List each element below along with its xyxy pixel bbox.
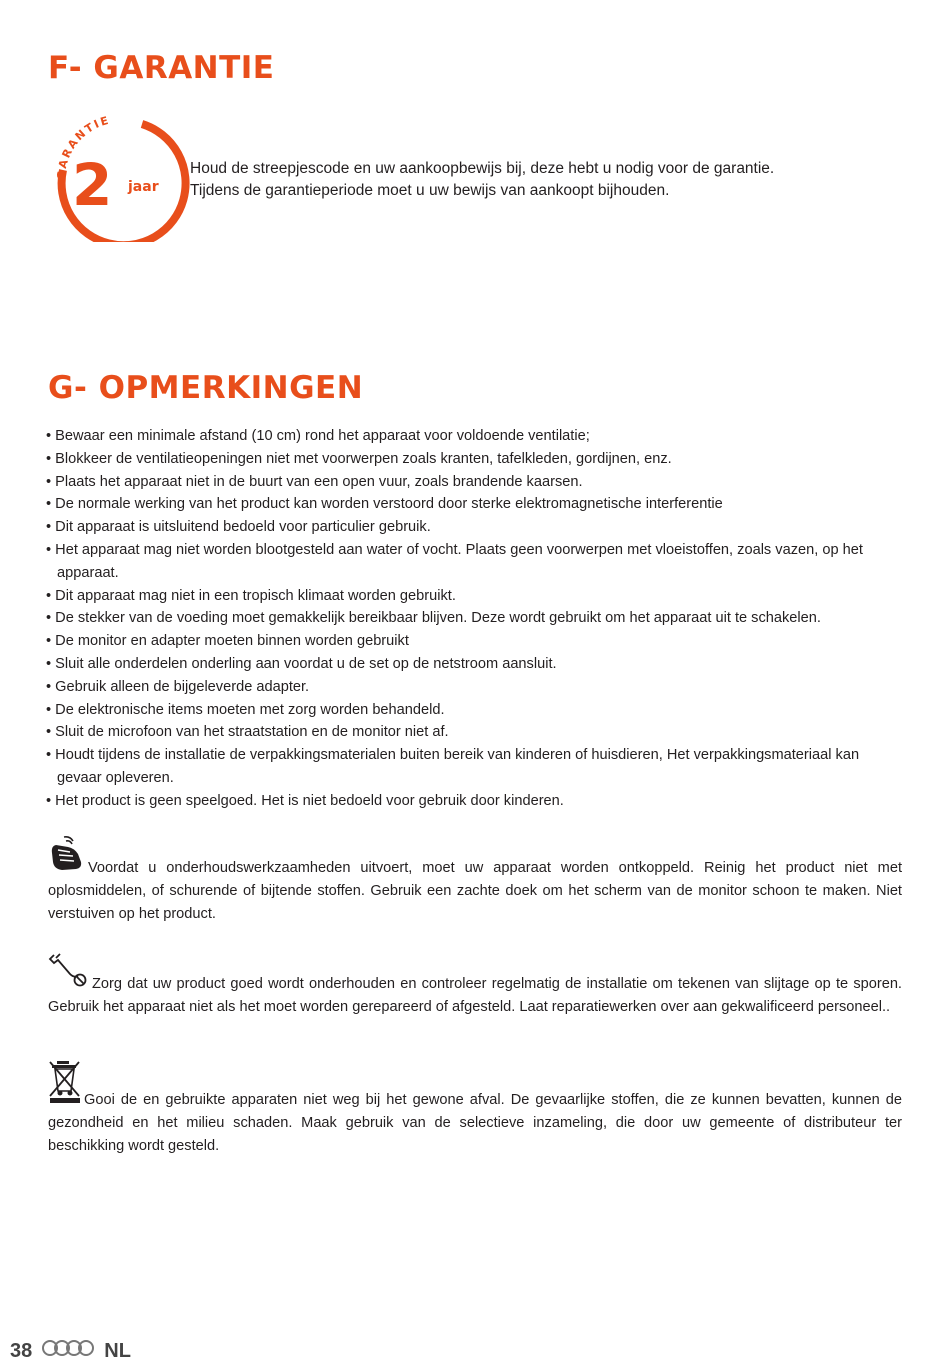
section-g-title: G- OPMERKINGEN bbox=[48, 370, 364, 406]
disposal-text: Gooi de en gebruikte apparaten niet weg bij het gewone afval. De gevaarlijke stoffen, die ze kunnen bevatten, kunnen de gezondheid en het milieu schaden. Maak gebruik van de selectieve inzameling, die door uw gemeente of distributeur ter beschikking wordt gesteld. bbox=[48, 1092, 902, 1154]
list-item: • Bewaar een minimale afstand (10 cm) rond het apparaat voor voldoende ventilatie; bbox=[46, 428, 590, 444]
list-item: • Sluit alle onderdelen onderling aan voordat u de set op de netstroom aansluit. bbox=[46, 655, 557, 672]
list-item: • Het product is geen speelgoed. Het is niet bedoeld voor gebruik door kinderen. bbox=[46, 792, 564, 809]
list-item: • Dit apparaat mag niet in een tropisch klimaat worden gebruikt. bbox=[46, 587, 456, 604]
list-item: • Gebruik alleen de bijgeleverde adapter. bbox=[46, 678, 310, 695]
maintenance-text: Zorg dat uw product goed wordt onderhouden en controleer regelmatig de installatie om tekenen van slijtage op te sporen. Gebruik het apparaat niet als het moet worden gerepareerd of afgesteld. Laat reparatiewerken over aan gekwalificeerd personeel.. bbox=[48, 976, 902, 1015]
wrench-tools-icon bbox=[48, 952, 90, 996]
warranty-seal-icon bbox=[50, 112, 190, 242]
list-item: • Plaats het apparaat niet in de buurt van een open vuur, zoals brandende kaarsen. bbox=[46, 473, 583, 490]
disposal-note bbox=[48, 1058, 902, 1157]
language-code: NL bbox=[104, 1339, 131, 1362]
list-item: • Het apparaat mag niet worden blootgesteld aan water of vocht. Plaats geen voorwerpen met vloeistoffen, zoals vazen, op het apparaat. bbox=[46, 541, 863, 581]
cleaning-note bbox=[48, 834, 902, 925]
list-item: • De normale werking van het product kan worden verstoord door sterke elektromagnetische interferentie bbox=[46, 496, 723, 513]
crossed-bin-icon bbox=[48, 1058, 82, 1112]
page-number: 38 bbox=[10, 1339, 33, 1362]
list-item: • De elektronische items moeten met zorg worden behandeld. bbox=[46, 701, 445, 718]
maintenance-note bbox=[48, 952, 902, 1019]
list-item: • Dit apparaat is uitsluitend bedoeld voor particulier gebruik. bbox=[46, 519, 431, 536]
page-footer bbox=[10, 1338, 131, 1364]
seal-unit: jaar bbox=[128, 179, 159, 195]
cleaning-hand-icon bbox=[48, 834, 86, 880]
list-item: • Houdt tijdens de installatie de verpakkingsmaterialen buiten bereik van kinderen of huisdieren, Het verpakkingsmateriaal kan gevaar opleveren. bbox=[46, 747, 860, 786]
remarks-list bbox=[46, 425, 906, 813]
chain-logo-icon bbox=[40, 1338, 96, 1364]
list-item: • Blokkeer de ventilatieopeningen niet met voorwerpen zoals kranten, tafelkleden, gordijnen, enz. bbox=[46, 450, 672, 467]
seal-number: 2 bbox=[72, 151, 113, 219]
warranty-line: Houd de streepjescode en uw aankoopbewijs bij, deze hebt u nodig voor de garantie. bbox=[190, 160, 775, 177]
seal-arc-text: GARANTIE bbox=[54, 113, 112, 181]
section-f-title: F- GARANTIE bbox=[48, 50, 275, 86]
warranty-line: Tijdens de garantieperiode moet u uw bewijs van aankoopt bijhouden. bbox=[190, 182, 670, 199]
list-item: • De monitor en adapter moeten binnen worden gebruikt bbox=[46, 633, 409, 650]
cleaning-text: Voordat u onderhoudswerkzaamheden uitvoert, moet uw apparaat worden ontkoppeld. Reinig het product niet met oplosmiddelen, of schurende of bijtende stoffen. Gebruik een zachte doek om het scherm van de monitor schoon te maken. Niet verstuiven op het product. bbox=[48, 860, 902, 922]
warranty-text bbox=[190, 158, 890, 202]
list-item: • Sluit de microfoon van het straatstation en de monitor niet af. bbox=[46, 724, 449, 741]
list-item: • De stekker van de voeding moet gemakkelijk bereikbaar blijven. Deze wordt gebruikt om het apparaat uit te schakelen. bbox=[46, 610, 821, 627]
